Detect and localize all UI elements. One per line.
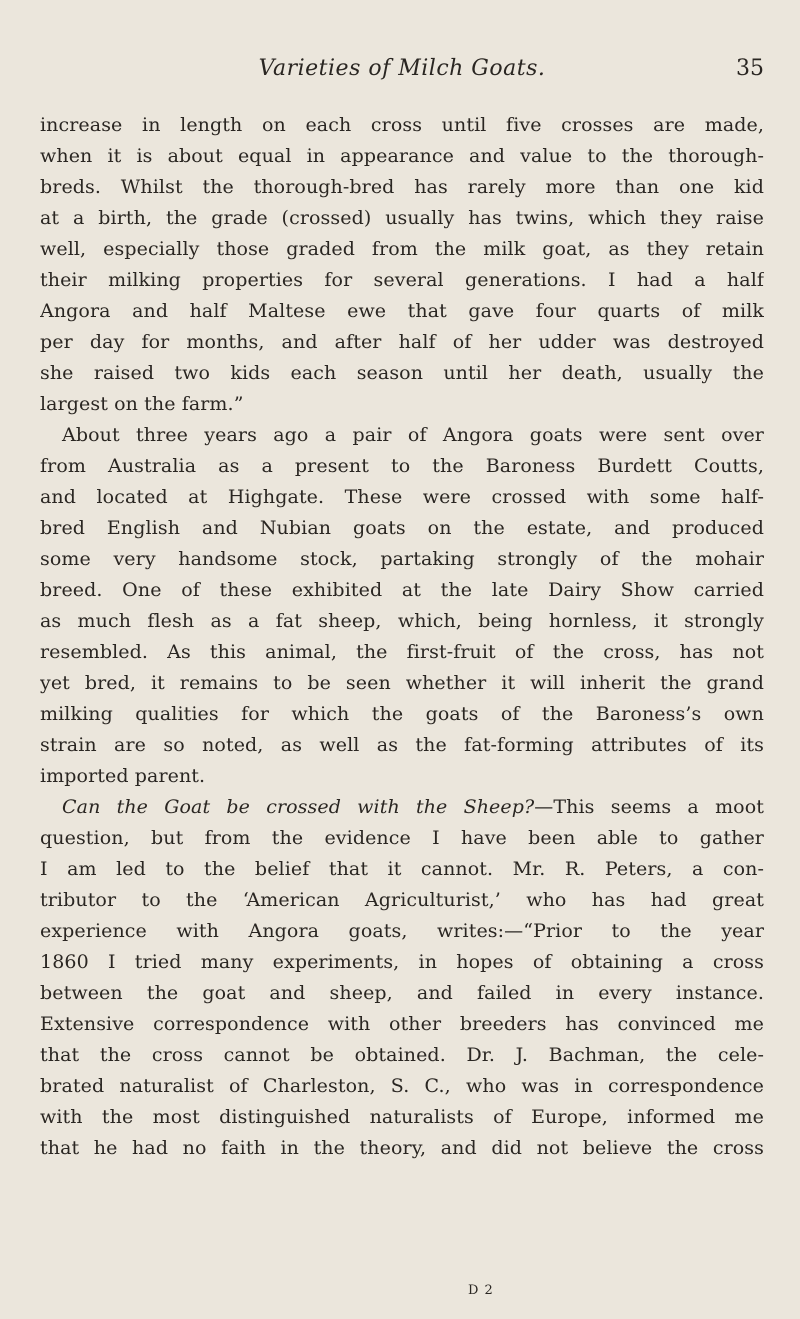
text-line: that he had no faith in the theory, and did not believe the cross (40, 1137, 764, 1159)
text-run: —This seems a moot (534, 796, 764, 818)
text-line: brated naturalist of Charleston, S. C., who was in correspondence (40, 1075, 764, 1097)
text-line: well, especially those graded from the milk goat, as they retain (40, 238, 764, 260)
text-line: between the goat and sheep, and failed in every instance. (40, 982, 764, 1004)
text-line: their milking properties for several generations. I had a half (40, 269, 764, 291)
paragraph-2 (40, 420, 764, 792)
text-line: as much flesh as a fat sheep, which, being hornless, it strongly (40, 610, 764, 632)
text-line: breed. One of these exhibited at the late Dairy Show carried (40, 579, 764, 601)
body-text (40, 110, 764, 1164)
text-line: per day for months, and after half of her udder was destroyed (40, 331, 764, 353)
running-title: Varieties of Milch Goats. (258, 56, 546, 81)
text-line: resembled. As this animal, the first-fruit of the cross, has not (40, 641, 764, 663)
text-line: breds. Whilst the thorough-bred has rarely more than one kid (40, 176, 764, 198)
text-line: largest on the farm.” (40, 393, 244, 415)
text-line: 1860 I tried many experiments, in hopes of obtaining a cross (40, 951, 764, 973)
text-line: bred English and Nubian goats on the estate, and produced (40, 517, 764, 539)
text-line: increase in length on each cross until five crosses are made, (40, 114, 764, 136)
text-line (40, 792, 764, 823)
text-line: Extensive correspondence with other breeders has convinced me (40, 1013, 764, 1035)
page-number: 35 (736, 56, 764, 81)
text-line: imported parent. (40, 765, 206, 787)
text-line: from Australia as a present to the Baroness Burdett Coutts, (40, 455, 764, 477)
text-line: milking qualities for which the goats of the Baroness’s own (40, 703, 764, 725)
text-line: with the most distinguished naturalists of Europe, informed me (40, 1106, 764, 1128)
text-line: when it is about equal in appearance and value to the thorough- (40, 145, 764, 167)
text-line: strain are so noted, as well as the fat-forming attributes of its (40, 734, 764, 756)
text-line: some very handsome stock, partaking strongly of the mohair (40, 548, 764, 570)
paragraph-1 (40, 110, 764, 420)
text-line: and located at Highgate. These were crossed with some half- (40, 486, 764, 508)
text-line: tributor to the ‘American Agriculturist,’ who has had great (40, 889, 764, 911)
section-question: Can the Goat be crossed with the Sheep? (62, 796, 535, 818)
text-line: yet bred, it remains to be seen whether it will inherit the grand (40, 672, 764, 694)
signature-mark: D 2 (468, 1283, 494, 1298)
running-head (40, 56, 764, 90)
text-line: at a birth, the grade (crossed) usually has twins, which they raise (40, 207, 764, 229)
text-line: question, but from the evidence I have been able to gather (40, 827, 764, 849)
paragraph-3 (40, 792, 764, 1164)
text-line: experience with Angora goats, writes:—“Prior to the year (40, 920, 764, 942)
text-line: About three years ago a pair of Angora goats were sent over (62, 424, 764, 446)
text-line: Angora and half Maltese ewe that gave four quarts of milk (40, 300, 764, 322)
text-line: I am led to the belief that it cannot. Mr. R. Peters, a con- (40, 858, 764, 880)
text-line: she raised two kids each season until her death, usually the (40, 362, 764, 384)
text-line: that the cross cannot be obtained. Dr. J. Bachman, the cele- (40, 1044, 764, 1066)
